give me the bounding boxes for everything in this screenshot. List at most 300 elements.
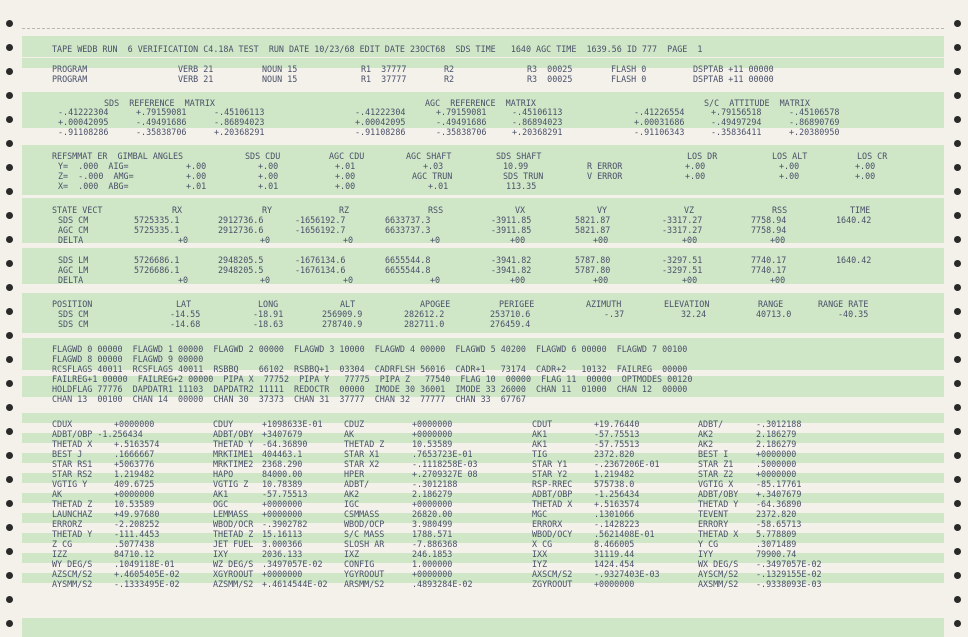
- printout-field: ADBT/: [698, 419, 724, 429]
- printout-field: +.4614544E-02: [262, 579, 328, 589]
- printout-field: +.00: [855, 161, 876, 171]
- printout-field: Z CG: [52, 539, 73, 549]
- printout-field: THETAD Z: [344, 439, 385, 449]
- printout-field: TEVENT: [698, 509, 729, 519]
- printout-field: +0: [343, 275, 354, 285]
- printout-field: -85.17761: [756, 479, 802, 489]
- printout-field: 1424.454: [594, 559, 635, 569]
- printout-field: +0000000: [756, 449, 797, 459]
- printout-field: -.3012188: [412, 479, 458, 489]
- printout-field: 278740.9: [322, 319, 363, 329]
- printout-field: 6633737.3: [385, 215, 431, 225]
- printout-field: JET FUEL: [213, 539, 254, 549]
- printout-field: -3941.82: [491, 265, 532, 275]
- printout-field: -.49497294: [711, 117, 762, 127]
- printout-field: AGC LM: [58, 265, 89, 275]
- printout-field: -.1118258E-03: [412, 459, 478, 469]
- printout-field: ERRORX: [532, 519, 563, 529]
- printout-field: Y CG: [698, 539, 719, 549]
- printout-field: AYSMM/S2: [52, 579, 93, 589]
- printout-field: +.20380950: [789, 127, 840, 137]
- printout-field: R3 00025: [527, 74, 573, 84]
- printout-field: S/C MASS: [344, 529, 385, 539]
- printout-field: 404463.1: [262, 449, 303, 459]
- printout-field: AK1: [213, 489, 229, 499]
- printout-field: LAUNCHAZ: [52, 509, 93, 519]
- printout-field: -2.208252: [114, 519, 160, 529]
- printout-field: .1049118E-01: [114, 559, 175, 569]
- printout-field: SDS LM: [58, 255, 89, 265]
- printout-field: WBOD/OCP: [344, 519, 385, 529]
- printout-field: ADBT/: [344, 479, 370, 489]
- printout-field: AK: [344, 429, 355, 439]
- printout-field: 2372.820: [594, 449, 635, 459]
- printout-field: 10.99: [503, 161, 529, 171]
- printout-field: +0: [430, 275, 441, 285]
- printout-field: -7.886368: [412, 539, 458, 549]
- printout-field: OGC: [213, 499, 229, 509]
- printout-field: -.37: [604, 309, 625, 319]
- printout-field: +.00: [779, 171, 800, 181]
- printout-field: .5077438: [114, 539, 155, 549]
- printout-field: 2.186279: [756, 439, 797, 449]
- printout-field: +.20368291: [512, 127, 563, 137]
- printout-field: 113.35: [506, 181, 537, 191]
- printout-field: 1640.42: [836, 255, 872, 265]
- printout-field: +.20368291: [214, 127, 265, 137]
- printout-field: -.2367206E-01: [594, 459, 660, 469]
- printout-field: 5821.87: [575, 215, 611, 225]
- printout-field: +.01: [186, 181, 207, 191]
- printout-field: -.91106343: [634, 127, 685, 137]
- printout-field: -.45106113: [214, 107, 265, 117]
- printout-field: 1.219482: [594, 469, 635, 479]
- printout-field: -18.91: [253, 309, 284, 319]
- printout-field: ADBT/OBP: [532, 489, 573, 499]
- printout-field: SDS CDU: [245, 151, 281, 161]
- printout-field: 7740.17: [751, 265, 787, 275]
- printout-field: 246.1853: [412, 549, 453, 559]
- printout-field: WBOD/OCR: [213, 519, 254, 529]
- printout-field: 2368.290: [262, 459, 303, 469]
- printout-field: -.86890769: [789, 117, 840, 127]
- printout-field: -64.36890: [756, 499, 802, 509]
- printout-field: THETAD Y: [52, 529, 93, 539]
- printout-field: LONG: [258, 299, 279, 309]
- printout-field: 5726686.1: [134, 265, 180, 275]
- printout-field: ZGYROOUT: [532, 579, 573, 589]
- printout-field: +.00: [258, 171, 279, 181]
- printout-field: 2.186279: [412, 489, 453, 499]
- printout-field: R ERROR: [587, 161, 623, 171]
- printout-field: 5726686.1: [134, 255, 180, 265]
- printout-field: 1.000000: [412, 559, 453, 569]
- printout-field: -1676134.6: [295, 255, 346, 265]
- printout-field: -.45106113: [512, 107, 563, 117]
- printout-field: X= .000 ABG=: [58, 181, 129, 191]
- printout-field: YGYROOUT: [344, 569, 385, 579]
- printout-field: TIME: [850, 205, 871, 215]
- printout-field: +0000000: [262, 569, 303, 579]
- printout-field: -40.35: [838, 309, 869, 319]
- printout-field: NOUN 15: [262, 74, 298, 84]
- printout-field: STAR Y2: [532, 469, 568, 479]
- printout-field: +19.76440: [594, 419, 640, 429]
- printout-field: -18.63: [253, 319, 284, 329]
- printout-field: THETAD Y: [213, 439, 254, 449]
- printout-field: THETAD Z: [52, 499, 93, 509]
- printout-field: AGC REFERENCE MATRIX: [425, 98, 536, 108]
- printout-field: -3317.27: [662, 215, 703, 225]
- printout-field: 6655544.8: [385, 255, 431, 265]
- printout-field: -.35838706: [136, 127, 187, 137]
- printout-field: 6633737.3: [385, 225, 431, 235]
- printout-field: DELTA: [58, 275, 84, 285]
- printout-field: AZSMM/S2: [213, 579, 254, 589]
- printout-field: -1.256434: [594, 489, 640, 499]
- printout-field: ARSMM/S2: [344, 579, 385, 589]
- printout-field: +0: [260, 235, 271, 245]
- printout-field: -58.65713: [756, 519, 802, 529]
- printout-field: -64.36890: [262, 439, 308, 449]
- printout-field: STAR X2: [344, 459, 380, 469]
- printout-field: DSPTAB +11 00000: [693, 74, 774, 84]
- printout-field: AGC TRUN: [412, 171, 453, 181]
- printout-field: THETAD X: [52, 439, 93, 449]
- printout-field: 26820.00: [412, 509, 453, 519]
- printout-field: -1656192.7: [295, 215, 346, 225]
- printout-field: FLASH 0: [611, 74, 647, 84]
- printout-field: RANGE: [758, 299, 784, 309]
- printout-field: 5725335.1: [134, 225, 180, 235]
- printout-field: AK1: [532, 439, 548, 449]
- printout-field: 10.53589: [114, 499, 155, 509]
- printout-field: +00: [510, 235, 526, 245]
- printout-field: 10.53589: [412, 439, 453, 449]
- printout-field: STAR Z2: [698, 469, 734, 479]
- printout-field: 79900.74: [756, 549, 797, 559]
- printout-field: RX: [172, 205, 183, 215]
- printout-field: +00: [682, 275, 698, 285]
- printout-field: +49.97680: [114, 509, 160, 519]
- printout-field: WY DEG/S: [52, 559, 93, 569]
- printout-field: IXZ: [344, 549, 360, 559]
- printout-field: DSPTAB +11 00000: [693, 64, 774, 74]
- printout-field: 1640.42: [836, 215, 872, 225]
- printout-field: 256909.9: [322, 309, 363, 319]
- printout-field: 84710.12: [114, 549, 155, 559]
- printout-field: IXY: [213, 549, 229, 559]
- printout-field: 7758.94: [751, 225, 787, 235]
- printout-field: BEST I: [698, 449, 729, 459]
- printout-field: STAR Y1: [532, 459, 568, 469]
- printout-field: S/C ATTITUDE MATRIX: [704, 98, 810, 108]
- printout-field: SDS REFERENCE MATRIX: [104, 98, 215, 108]
- printout-field: 6655544.8: [385, 265, 431, 275]
- printout-field: AGC SHAFT: [406, 151, 452, 161]
- printout-field: +.01: [428, 181, 449, 191]
- printout-field: STAR X1: [344, 449, 380, 459]
- printout-field: .1301066: [594, 509, 635, 519]
- printout-field: SLOSH AR: [344, 539, 385, 549]
- printout-field: +0000000: [262, 509, 303, 519]
- printout-field: -3297.51: [662, 265, 703, 275]
- printout-field: ALT: [340, 299, 356, 309]
- printout-field: AK: [52, 489, 63, 499]
- printout-field: VERB 21: [178, 74, 214, 84]
- printout-field: 5821.87: [575, 225, 611, 235]
- printout-field: R3 00025: [527, 64, 573, 74]
- printout-field: FLASH 0: [611, 64, 647, 74]
- printout-field: WBOD/OCY: [532, 529, 573, 539]
- printout-field: R1 37777: [361, 64, 407, 74]
- printout-field: -.49491686: [136, 117, 187, 127]
- printout-field: +0: [260, 275, 271, 285]
- printout-field: -.91108286: [58, 127, 109, 137]
- printout-field: AK1: [532, 429, 548, 439]
- printout-field: +0000000: [412, 429, 453, 439]
- printout-field: IZZ: [52, 549, 68, 559]
- printout-field: +1098633E-01: [262, 419, 323, 429]
- printout-field: -.45106578: [789, 107, 840, 117]
- printout-field: CDUX: [52, 419, 73, 429]
- printout-field: CSMMASS: [344, 509, 380, 519]
- printout-field: CHAN 13 00100 CHAN 14 00000 CHAN 30 37373 CHAN 31 37777 CHAN 32 77777 CHAN 33 67767: [52, 394, 526, 404]
- printout-field: +.03: [423, 161, 444, 171]
- printout-field: .4893284E-02: [412, 579, 473, 589]
- printout-field: .7653723E-01: [412, 449, 473, 459]
- printout-field: -57.75513: [262, 489, 308, 499]
- printout-field: IYY: [698, 549, 714, 559]
- printout-field: POSITION: [52, 299, 93, 309]
- printout-field: CDUT: [532, 419, 553, 429]
- printout-field: +.79156518: [711, 107, 762, 117]
- printout-field: 5.778809: [756, 529, 797, 539]
- printout-field: +00: [510, 275, 526, 285]
- printout-field: +0000000: [114, 489, 155, 499]
- printout-field: VGTIG X: [698, 479, 734, 489]
- printout-field: -.86894023: [214, 117, 265, 127]
- printout-field: +.79159081: [436, 107, 487, 117]
- printout-field: 1.219482: [114, 469, 155, 479]
- printout-field: -.49491686: [436, 117, 487, 127]
- printout-field: 2948205.5: [218, 265, 264, 275]
- printout-field: AK2: [698, 439, 714, 449]
- printout-field: REFSMMAT ER GIMBAL ANGLES: [52, 151, 184, 161]
- printout-field: 31119.44: [594, 549, 635, 559]
- printout-field: THETAD X: [698, 529, 739, 539]
- printout-field: +5063776: [114, 459, 155, 469]
- printout-field: AGC CM: [58, 225, 89, 235]
- printout-field: X CG: [532, 539, 553, 549]
- printout-field: SDS CM: [58, 215, 89, 225]
- printout-field: +.00: [335, 171, 356, 181]
- printout-field: 276459.4: [490, 319, 531, 329]
- printout-field: +0: [178, 235, 189, 245]
- printout-field: AK2: [698, 429, 714, 439]
- printout-field: +0: [178, 275, 189, 285]
- printout-field: .5000000: [756, 459, 797, 469]
- printout-field: STAR RS2: [52, 469, 93, 479]
- printout-field: AYSCM/S2: [698, 569, 739, 579]
- printout-field: APOGEE: [420, 299, 451, 309]
- printout-field: 3.980499: [412, 519, 453, 529]
- printout-field: Y= .000 AIG=: [58, 161, 129, 171]
- printout-field: IXX: [532, 549, 548, 559]
- printout-field: IYZ: [532, 559, 548, 569]
- printout-field: ADBT/OBP -1.256434: [52, 429, 143, 439]
- printout-field: 84000.00: [262, 469, 303, 479]
- printout-field: +00: [593, 235, 609, 245]
- printout-field: LOS ALT: [772, 151, 808, 161]
- printout-field: LEMMASS: [213, 509, 249, 519]
- printout-field: 2912736.6: [218, 225, 264, 235]
- printout-field: LAT: [176, 299, 192, 309]
- printout-field: VGTIG Z: [213, 479, 249, 489]
- printout-field: FAILREG+1 00000 FAILREG+2 00000 PIPA X 77752 PIPA Y 77775 PIPA Z 77540 FLAG 10 00000 FLAG 11 00000 OPTMODES 00120: [52, 374, 693, 384]
- printout-field: 2912736.6: [218, 215, 264, 225]
- printout-field: WZ DEG/S: [213, 559, 254, 569]
- printout-field: -1656192.7: [295, 225, 346, 235]
- printout-field: +.00: [335, 181, 356, 191]
- printout-field: 2948205.5: [218, 255, 264, 265]
- printout-field: +.00: [855, 171, 876, 181]
- printout-field: CDUZ: [344, 419, 365, 429]
- printout-field: +.00042095: [355, 117, 406, 127]
- printout-field: 282612.2: [404, 309, 445, 319]
- printout-field: +.00: [186, 161, 207, 171]
- printout-field: +0: [430, 235, 441, 245]
- printout-field: +0000000: [756, 469, 797, 479]
- printout-field: BEST J: [52, 449, 83, 459]
- printout-field: +0000000: [114, 419, 155, 429]
- printout-field: 7740.17: [751, 255, 787, 265]
- printout-field: -1676134.6: [295, 265, 346, 275]
- printout-field: ELEVATION: [664, 299, 710, 309]
- printout-field: -.86894023: [512, 117, 563, 127]
- printout-field: 5787.80: [575, 265, 611, 275]
- printout-field: LOS CR: [857, 151, 888, 161]
- printout-field: LOS DR: [687, 151, 718, 161]
- printout-field: CDUY: [213, 419, 234, 429]
- printout-field: PROGRAM: [52, 64, 88, 74]
- printout-field: +.00: [258, 161, 279, 171]
- printout-field: -.9338093E-03: [756, 579, 822, 589]
- printout-field: R1 37777: [361, 74, 407, 84]
- printout-field: -.1329155E-02: [756, 569, 822, 579]
- printout-field: STAR Z1: [698, 459, 734, 469]
- printout-field: 1788.571: [412, 529, 453, 539]
- printout-field: +00: [593, 275, 609, 285]
- printout-field: AGC CDU: [329, 151, 365, 161]
- printout-field: AK2: [344, 489, 360, 499]
- printout-field: -14.68: [170, 319, 201, 329]
- printout-field: FLAGWD 0 00000 FLAGWD 1 00000 FLAGWD 2 00000 FLAGWD 3 10000 FLAGWD 4 00000 FLAGWD 5 40200 FLAGWD 6 00000 FLAGWD 7 00100: [52, 344, 688, 354]
- printout-field: 5787.80: [575, 255, 611, 265]
- printout-field: THETAD Z: [213, 529, 254, 539]
- printout-field: 409.6725: [114, 479, 155, 489]
- printout-field: IGC: [344, 499, 360, 509]
- printout-field: STAR RS1: [52, 459, 93, 469]
- printout-field: +.00: [779, 161, 800, 171]
- printout-field: +0000000: [594, 579, 635, 589]
- printout-field: -.91108286: [355, 127, 406, 137]
- printout-field: 15.16113: [262, 529, 303, 539]
- printout-field: -.1333495E-02: [114, 579, 180, 589]
- printout-field: XGYROOUT: [213, 569, 254, 579]
- printout-field: -.41222304: [355, 107, 406, 117]
- printout-field: -.1428223: [594, 519, 640, 529]
- printout-field: +.00: [685, 171, 706, 181]
- printout-field: -3941.82: [491, 255, 532, 265]
- printout-field: V ERROR: [587, 171, 623, 181]
- printout-field: SDS CM: [58, 319, 89, 329]
- printout-field: +0000000: [262, 499, 303, 509]
- printout-field: RSS: [428, 205, 444, 215]
- printout-field: PERIGEE: [499, 299, 535, 309]
- printout-field: R2: [444, 64, 455, 74]
- printout-field: -.3012188: [756, 419, 802, 429]
- printout-field: RANGE RATE: [818, 299, 869, 309]
- printout-field: VX: [515, 205, 526, 215]
- printout-field: VY: [597, 205, 608, 215]
- printout-field: THETAD X: [532, 499, 573, 509]
- printout-field: AXSMM/S2: [698, 579, 739, 589]
- printout-field: +.01: [335, 161, 356, 171]
- printout-field: 575738.0: [594, 479, 635, 489]
- printout-field: -3911.85: [491, 215, 532, 225]
- printout-field: +.4605405E-02: [114, 569, 180, 579]
- printout-field: 10.78389: [262, 479, 303, 489]
- printout-field: -.3902782: [262, 519, 308, 529]
- printout-field: AXSCM/S2: [532, 569, 573, 579]
- printout-field: -14.55: [170, 309, 201, 319]
- printout-field: -57.75513: [594, 439, 640, 449]
- printout-field: DELTA: [58, 235, 84, 245]
- printout-field: RCSFLAGS 40011 RCSFLAGS 40011 RSBBQ 66102 RSBBQ+1 03304 CADRFLSH 56016 CADR+1 73174 CADR+2 10132 FAILREG 00000: [52, 364, 688, 374]
- printout-field: ADBT/OBY: [698, 489, 739, 499]
- printout-field: VERB 21: [178, 64, 214, 74]
- printout-field: -.35836411: [711, 127, 762, 137]
- printout-field: NOUN 15: [262, 64, 298, 74]
- printout-field: -57.75513: [594, 429, 640, 439]
- printout-field: 32.24: [681, 309, 707, 319]
- printout-field: 282711.0: [404, 319, 445, 329]
- printout-field: R2: [444, 74, 455, 84]
- printout-field: +0000000: [412, 419, 453, 429]
- printout-field: RSP-RREC: [532, 479, 573, 489]
- printout-field: +.00031686: [634, 117, 685, 127]
- printout-field: -3317.27: [662, 225, 703, 235]
- printout-field: Z= -.000 AMG=: [58, 171, 134, 181]
- printout-field: +00: [682, 235, 698, 245]
- printout-field: CONFIG: [344, 559, 375, 569]
- printout-field: -.9327403E-03: [594, 569, 660, 579]
- printout-field: THETAD Y: [698, 499, 739, 509]
- printout-field: HOLDFLAG 77776 DAPDATR1 11103 DAPDATR2 11111 REDOCTR 00000 IMODE 30 36001 IMODE 33 26000 CHAN 11 01000 CHAN 12 00000: [52, 384, 688, 394]
- printout-field: 8.466005: [594, 539, 635, 549]
- printout-field: +.00: [186, 171, 207, 181]
- printout-field: 253710.6: [490, 309, 531, 319]
- printout-field: +.01: [258, 181, 279, 191]
- printout-field: MGC: [532, 509, 548, 519]
- printout-field: SDS CM: [58, 309, 89, 319]
- printout-field: +00: [770, 275, 786, 285]
- printout-field: ERRORY: [698, 519, 729, 529]
- printout-field: -.41222304: [58, 107, 109, 117]
- printout-field: +.5163574: [594, 499, 640, 509]
- printout-field: .3497057E-02: [262, 559, 323, 569]
